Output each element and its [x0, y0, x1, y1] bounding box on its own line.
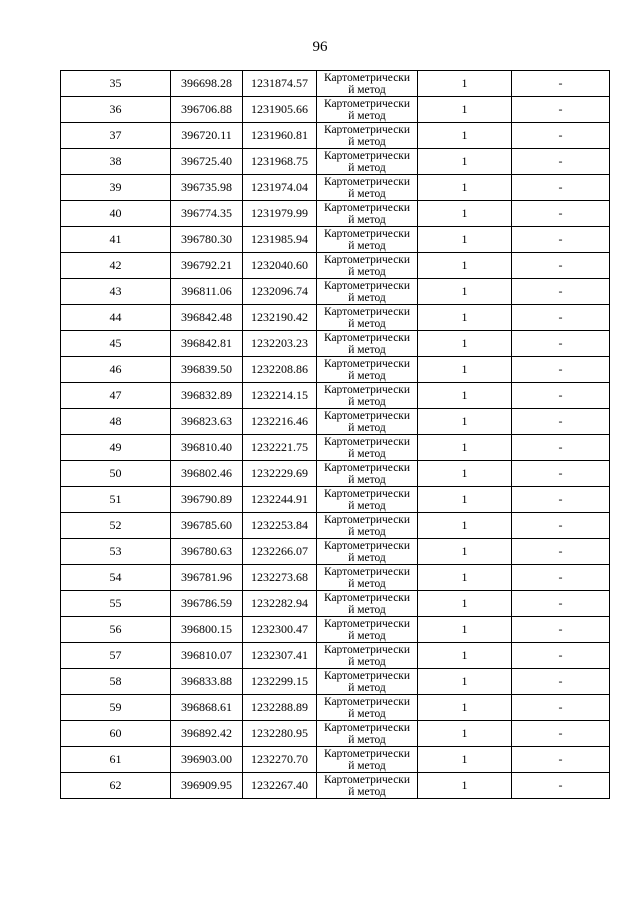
method-line-2: й метод	[348, 136, 386, 148]
y-coordinate-cell: 1232282.94	[243, 591, 317, 617]
method-cell	[317, 617, 418, 643]
y-coordinate-cell: 1232096.74	[243, 279, 317, 305]
mean-error-cell: 1	[418, 201, 512, 227]
table-row	[61, 617, 610, 643]
y-coordinate-cell: 1232244.91	[243, 487, 317, 513]
method-cell	[317, 773, 418, 799]
note-cell: -	[512, 747, 610, 773]
table-row	[61, 305, 610, 331]
note-cell: -	[512, 565, 610, 591]
method-line-2: й метод	[348, 292, 386, 304]
mean-error-cell: 1	[418, 279, 512, 305]
table-row	[61, 643, 610, 669]
x-coordinate-cell: 396811.06	[171, 279, 243, 305]
method-cell	[317, 487, 418, 513]
table-row	[61, 227, 610, 253]
method-line-1: Картометрически	[323, 202, 411, 214]
method-line-1: Картометрически	[323, 150, 411, 162]
method-line-2: й метод	[348, 708, 386, 720]
point-number-cell: 35	[61, 71, 171, 97]
mean-error-cell: 1	[418, 435, 512, 461]
x-coordinate-cell: 396839.50	[171, 357, 243, 383]
coordinates-table	[60, 70, 610, 799]
method-line-1: Картометрически	[323, 306, 411, 318]
point-number-cell: 44	[61, 305, 171, 331]
note-cell: -	[512, 721, 610, 747]
y-coordinate-cell: 1232273.68	[243, 565, 317, 591]
x-coordinate-cell: 396810.07	[171, 643, 243, 669]
note-cell: -	[512, 773, 610, 799]
point-number-cell: 36	[61, 97, 171, 123]
y-coordinate-cell: 1232300.47	[243, 617, 317, 643]
y-coordinate-cell: 1232040.60	[243, 253, 317, 279]
point-number-cell: 45	[61, 331, 171, 357]
point-number-cell: 41	[61, 227, 171, 253]
table-row	[61, 97, 610, 123]
x-coordinate-cell: 396774.35	[171, 201, 243, 227]
note-cell: -	[512, 331, 610, 357]
table-row	[61, 539, 610, 565]
x-coordinate-cell: 396780.30	[171, 227, 243, 253]
point-number-cell: 55	[61, 591, 171, 617]
x-coordinate-cell: 396868.61	[171, 695, 243, 721]
y-coordinate-cell: 1231974.04	[243, 175, 317, 201]
x-coordinate-cell: 396842.48	[171, 305, 243, 331]
note-cell: -	[512, 71, 610, 97]
method-cell	[317, 149, 418, 175]
table-row	[61, 123, 610, 149]
note-cell: -	[512, 279, 610, 305]
y-coordinate-cell: 1231960.81	[243, 123, 317, 149]
method-cell	[317, 279, 418, 305]
y-coordinate-cell: 1232221.75	[243, 435, 317, 461]
y-coordinate-cell: 1232253.84	[243, 513, 317, 539]
method-line-1: Картометрически	[323, 410, 411, 422]
x-coordinate-cell: 396909.95	[171, 773, 243, 799]
method-cell	[317, 643, 418, 669]
mean-error-cell: 1	[418, 487, 512, 513]
method-line-1: Картометрически	[323, 748, 411, 760]
method-line-1: Картометрически	[323, 124, 411, 136]
method-line-2: й метод	[348, 734, 386, 746]
method-cell	[317, 435, 418, 461]
point-number-cell: 52	[61, 513, 171, 539]
method-line-1: Картометрически	[323, 722, 411, 734]
y-coordinate-cell: 1232270.70	[243, 747, 317, 773]
method-line-2: й метод	[348, 344, 386, 356]
x-coordinate-cell: 396698.28	[171, 71, 243, 97]
mean-error-cell: 1	[418, 227, 512, 253]
y-coordinate-cell: 1232299.15	[243, 669, 317, 695]
mean-error-cell: 1	[418, 97, 512, 123]
method-line-2: й метод	[348, 266, 386, 278]
mean-error-cell: 1	[418, 539, 512, 565]
y-coordinate-cell: 1231874.57	[243, 71, 317, 97]
y-coordinate-cell: 1232307.41	[243, 643, 317, 669]
point-number-cell: 50	[61, 461, 171, 487]
method-line-2: й метод	[348, 188, 386, 200]
note-cell: -	[512, 643, 610, 669]
y-coordinate-cell: 1232266.07	[243, 539, 317, 565]
point-number-cell: 48	[61, 409, 171, 435]
note-cell: -	[512, 435, 610, 461]
method-line-1: Картометрически	[323, 488, 411, 500]
point-number-cell: 47	[61, 383, 171, 409]
method-cell	[317, 409, 418, 435]
mean-error-cell: 1	[418, 409, 512, 435]
y-coordinate-cell: 1232214.15	[243, 383, 317, 409]
method-line-1: Картометрически	[323, 358, 411, 370]
point-number-cell: 49	[61, 435, 171, 461]
point-number-cell: 37	[61, 123, 171, 149]
y-coordinate-cell: 1232280.95	[243, 721, 317, 747]
table-row	[61, 201, 610, 227]
note-cell: -	[512, 227, 610, 253]
method-line-2: й метод	[348, 786, 386, 798]
method-cell	[317, 227, 418, 253]
note-cell: -	[512, 539, 610, 565]
point-number-cell: 46	[61, 357, 171, 383]
method-cell	[317, 539, 418, 565]
method-cell	[317, 97, 418, 123]
method-line-1: Картометрически	[323, 280, 411, 292]
mean-error-cell: 1	[418, 175, 512, 201]
method-line-2: й метод	[348, 682, 386, 694]
method-line-1: Картометрически	[323, 332, 411, 344]
mean-error-cell: 1	[418, 643, 512, 669]
table-row	[61, 71, 610, 97]
method-line-2: й метод	[348, 240, 386, 252]
point-number-cell: 58	[61, 669, 171, 695]
method-line-1: Картометрически	[323, 514, 411, 526]
x-coordinate-cell: 396725.40	[171, 149, 243, 175]
method-cell	[317, 253, 418, 279]
method-line-2: й метод	[348, 578, 386, 590]
table-row	[61, 747, 610, 773]
note-cell: -	[512, 591, 610, 617]
method-line-2: й метод	[348, 604, 386, 616]
method-cell	[317, 565, 418, 591]
method-line-2: й метод	[348, 500, 386, 512]
method-line-2: й метод	[348, 318, 386, 330]
method-cell	[317, 461, 418, 487]
y-coordinate-cell: 1231985.94	[243, 227, 317, 253]
table-row	[61, 435, 610, 461]
y-coordinate-cell: 1232229.69	[243, 461, 317, 487]
mean-error-cell: 1	[418, 695, 512, 721]
point-number-cell: 42	[61, 253, 171, 279]
note-cell: -	[512, 513, 610, 539]
mean-error-cell: 1	[418, 513, 512, 539]
point-number-cell: 43	[61, 279, 171, 305]
note-cell: -	[512, 123, 610, 149]
mean-error-cell: 1	[418, 357, 512, 383]
note-cell: -	[512, 305, 610, 331]
point-number-cell: 39	[61, 175, 171, 201]
mean-error-cell: 1	[418, 71, 512, 97]
mean-error-cell: 1	[418, 305, 512, 331]
mean-error-cell: 1	[418, 383, 512, 409]
mean-error-cell: 1	[418, 253, 512, 279]
method-line-1: Картометрически	[323, 384, 411, 396]
point-number-cell: 51	[61, 487, 171, 513]
method-cell	[317, 123, 418, 149]
mean-error-cell: 1	[418, 721, 512, 747]
method-line-1: Картометрически	[323, 670, 411, 682]
note-cell: -	[512, 617, 610, 643]
method-cell	[317, 383, 418, 409]
note-cell: -	[512, 487, 610, 513]
method-line-2: й метод	[348, 630, 386, 642]
y-coordinate-cell: 1232267.40	[243, 773, 317, 799]
method-line-2: й метод	[348, 84, 386, 96]
y-coordinate-cell: 1231979.99	[243, 201, 317, 227]
y-coordinate-cell: 1232288.89	[243, 695, 317, 721]
table-row	[61, 461, 610, 487]
mean-error-cell: 1	[418, 331, 512, 357]
method-line-1: Картометрически	[323, 176, 411, 188]
method-line-2: й метод	[348, 422, 386, 434]
table-row	[61, 357, 610, 383]
mean-error-cell: 1	[418, 669, 512, 695]
method-line-2: й метод	[348, 110, 386, 122]
method-line-1: Картометрически	[323, 566, 411, 578]
method-cell	[317, 331, 418, 357]
mean-error-cell: 1	[418, 617, 512, 643]
point-number-cell: 40	[61, 201, 171, 227]
table-body	[61, 71, 610, 799]
method-line-1: Картометрически	[323, 592, 411, 604]
point-number-cell: 54	[61, 565, 171, 591]
x-coordinate-cell: 396823.63	[171, 409, 243, 435]
table-row	[61, 383, 610, 409]
point-number-cell: 53	[61, 539, 171, 565]
x-coordinate-cell: 396832.89	[171, 383, 243, 409]
table-row	[61, 513, 610, 539]
method-line-1: Картометрически	[323, 254, 411, 266]
x-coordinate-cell: 396800.15	[171, 617, 243, 643]
mean-error-cell: 1	[418, 123, 512, 149]
table-row	[61, 409, 610, 435]
x-coordinate-cell: 396810.40	[171, 435, 243, 461]
method-line-1: Картометрически	[323, 98, 411, 110]
x-coordinate-cell: 396792.21	[171, 253, 243, 279]
table-row	[61, 695, 610, 721]
y-coordinate-cell: 1231905.66	[243, 97, 317, 123]
method-cell	[317, 357, 418, 383]
x-coordinate-cell: 396781.96	[171, 565, 243, 591]
method-line-1: Картометрически	[323, 774, 411, 786]
mean-error-cell: 1	[418, 461, 512, 487]
method-cell	[317, 513, 418, 539]
note-cell: -	[512, 357, 610, 383]
method-line-1: Картометрически	[323, 696, 411, 708]
table-row	[61, 331, 610, 357]
point-number-cell: 59	[61, 695, 171, 721]
method-line-2: й метод	[348, 370, 386, 382]
method-line-1: Картометрически	[323, 462, 411, 474]
table-row	[61, 773, 610, 799]
method-cell	[317, 305, 418, 331]
method-line-2: й метод	[348, 214, 386, 226]
mean-error-cell: 1	[418, 149, 512, 175]
method-cell	[317, 669, 418, 695]
point-number-cell: 38	[61, 149, 171, 175]
x-coordinate-cell: 396892.42	[171, 721, 243, 747]
method-line-2: й метод	[348, 552, 386, 564]
note-cell: -	[512, 253, 610, 279]
x-coordinate-cell: 396790.89	[171, 487, 243, 513]
method-cell	[317, 201, 418, 227]
table-row	[61, 175, 610, 201]
x-coordinate-cell: 396785.60	[171, 513, 243, 539]
method-cell	[317, 747, 418, 773]
table-row	[61, 565, 610, 591]
table-row	[61, 669, 610, 695]
mean-error-cell: 1	[418, 565, 512, 591]
x-coordinate-cell: 396706.88	[171, 97, 243, 123]
method-line-2: й метод	[348, 162, 386, 174]
note-cell: -	[512, 383, 610, 409]
x-coordinate-cell: 396735.98	[171, 175, 243, 201]
method-line-1: Картометрически	[323, 436, 411, 448]
y-coordinate-cell: 1232190.42	[243, 305, 317, 331]
note-cell: -	[512, 201, 610, 227]
x-coordinate-cell: 396786.59	[171, 591, 243, 617]
note-cell: -	[512, 149, 610, 175]
mean-error-cell: 1	[418, 747, 512, 773]
method-cell	[317, 591, 418, 617]
x-coordinate-cell: 396720.11	[171, 123, 243, 149]
method-cell	[317, 71, 418, 97]
method-line-1: Картометрически	[323, 644, 411, 656]
mean-error-cell: 1	[418, 591, 512, 617]
mean-error-cell: 1	[418, 773, 512, 799]
point-number-cell: 62	[61, 773, 171, 799]
method-line-2: й метод	[348, 396, 386, 408]
x-coordinate-cell: 396903.00	[171, 747, 243, 773]
table-row	[61, 149, 610, 175]
y-coordinate-cell: 1232208.86	[243, 357, 317, 383]
table-row	[61, 721, 610, 747]
method-line-2: й метод	[348, 474, 386, 486]
method-line-1: Картометрически	[323, 540, 411, 552]
method-cell	[317, 175, 418, 201]
method-line-1: Картометрически	[323, 618, 411, 630]
method-line-2: й метод	[348, 448, 386, 460]
x-coordinate-cell: 396842.81	[171, 331, 243, 357]
note-cell: -	[512, 695, 610, 721]
method-cell	[317, 695, 418, 721]
point-number-cell: 56	[61, 617, 171, 643]
point-number-cell: 60	[61, 721, 171, 747]
point-number-cell: 57	[61, 643, 171, 669]
method-line-1: Картометрически	[323, 72, 411, 84]
x-coordinate-cell: 396802.46	[171, 461, 243, 487]
page-number: 96	[312, 39, 328, 55]
note-cell: -	[512, 97, 610, 123]
table-row	[61, 253, 610, 279]
y-coordinate-cell: 1231968.75	[243, 149, 317, 175]
x-coordinate-cell: 396833.88	[171, 669, 243, 695]
table-row	[61, 591, 610, 617]
method-line-2: й метод	[348, 760, 386, 772]
method-line-2: й метод	[348, 526, 386, 538]
point-number-cell: 61	[61, 747, 171, 773]
note-cell: -	[512, 409, 610, 435]
table-row	[61, 279, 610, 305]
x-coordinate-cell: 396780.63	[171, 539, 243, 565]
y-coordinate-cell: 1232203.23	[243, 331, 317, 357]
method-cell	[317, 721, 418, 747]
note-cell: -	[512, 669, 610, 695]
method-line-1: Картометрически	[323, 228, 411, 240]
note-cell: -	[512, 461, 610, 487]
table-row	[61, 487, 610, 513]
method-line-2: й метод	[348, 656, 386, 668]
y-coordinate-cell: 1232216.46	[243, 409, 317, 435]
note-cell: -	[512, 175, 610, 201]
